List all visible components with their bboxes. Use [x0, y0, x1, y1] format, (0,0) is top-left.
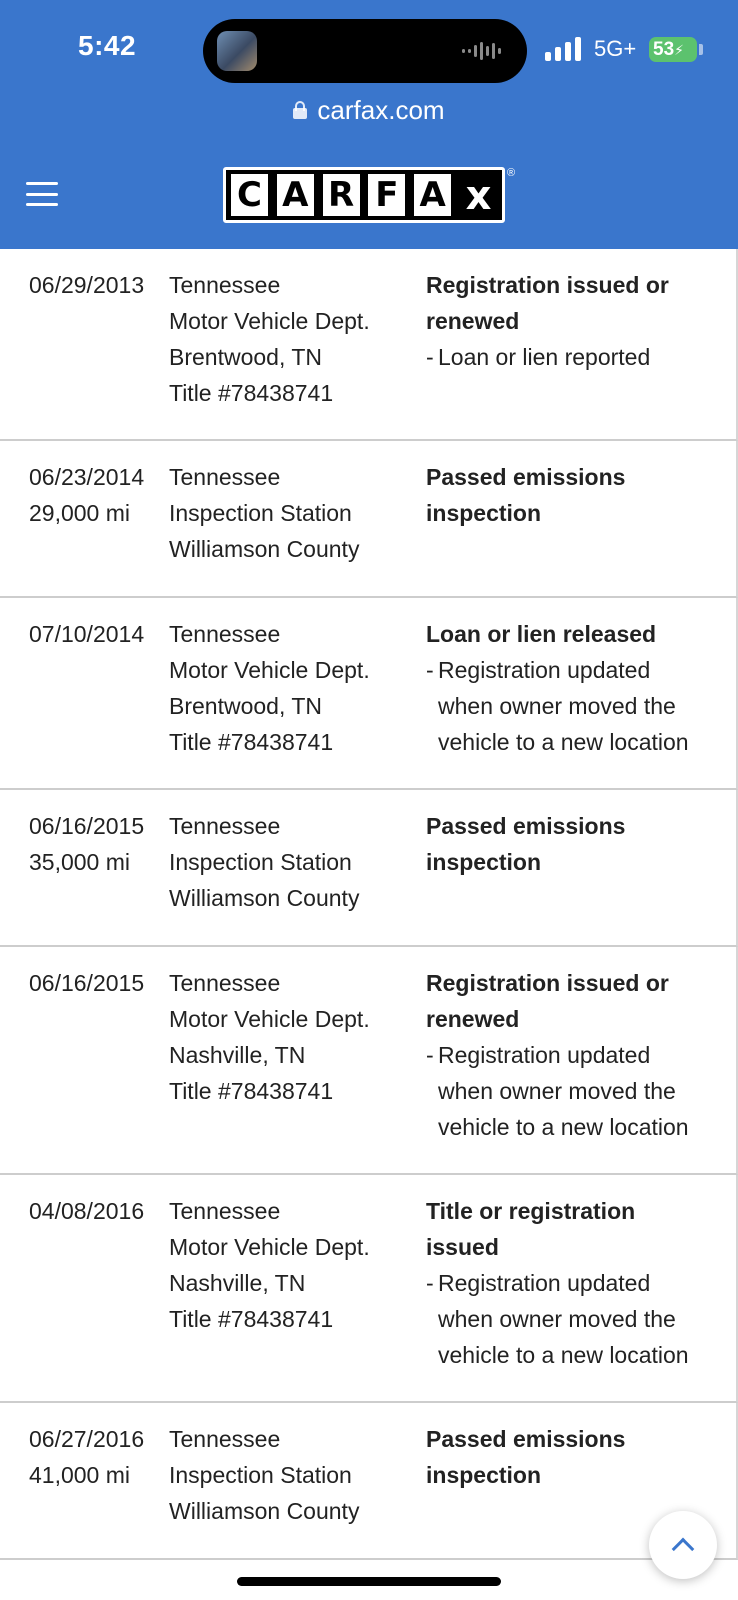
- history-record-row: [0, 947, 738, 1175]
- record-comments-column: [426, 1193, 716, 1373]
- note-dash: -: [426, 1042, 434, 1068]
- record-note-line: vehicle to a new location: [438, 729, 689, 755]
- record-mileage: 41,000 mi: [29, 1462, 131, 1488]
- record-date: 06/16/2015: [29, 970, 145, 996]
- record-date-column: [29, 616, 169, 652]
- record-source-line: Tennessee: [169, 813, 281, 839]
- history-record-row: [0, 1403, 738, 1560]
- history-record-row: [0, 598, 738, 790]
- record-note-line: Registration updated: [438, 1270, 651, 1296]
- record-note-line: Loan or lien reported: [438, 344, 651, 370]
- record-date-column: [29, 1421, 169, 1493]
- record-source-line: Motor Vehicle Dept.: [169, 1006, 370, 1032]
- record-event-title: Loan or lien released: [426, 621, 657, 647]
- app-header: [0, 0, 738, 249]
- logo-letter: R: [323, 174, 360, 216]
- history-records-list: [0, 249, 738, 1560]
- history-record-row: [0, 1175, 738, 1403]
- record-note: [426, 1265, 716, 1373]
- history-record-row: [0, 249, 738, 441]
- record-note: [426, 1037, 716, 1145]
- record-source-line: Motor Vehicle Dept.: [169, 657, 370, 683]
- cellular-signal-icon: [545, 37, 581, 61]
- history-record-row: [0, 441, 738, 598]
- record-date-column: [29, 808, 169, 880]
- record-source-column: [169, 616, 419, 760]
- record-mileage: 35,000 mi: [29, 849, 131, 875]
- logo-letter: C: [231, 174, 268, 216]
- record-source-line: Inspection Station: [169, 1462, 352, 1488]
- chevron-up-icon: [672, 1538, 695, 1561]
- record-source-column: [169, 808, 419, 916]
- record-event-title: Registration issued or: [426, 970, 669, 996]
- scroll-to-top-button[interactable]: [649, 1511, 717, 1579]
- now-playing-app-icon[interactable]: [217, 31, 257, 71]
- record-source-line: Title #78438741: [169, 1078, 334, 1104]
- record-note: [426, 339, 716, 375]
- record-mileage: 29,000 mi: [29, 500, 131, 526]
- note-dash: -: [426, 1270, 434, 1296]
- note-dash: -: [426, 344, 434, 370]
- record-source-line: Tennessee: [169, 1198, 281, 1224]
- network-type: 5G+: [594, 36, 637, 61]
- record-event-title: renewed: [426, 1006, 520, 1032]
- record-comments-column: [426, 808, 716, 880]
- battery-cap: [699, 44, 703, 55]
- carfax-logo[interactable]: [223, 167, 505, 223]
- record-date: 06/29/2013: [29, 272, 145, 298]
- battery-icon: 53⚡: [649, 37, 697, 62]
- record-comments-column: [426, 965, 716, 1145]
- record-event-title: issued: [426, 1234, 499, 1260]
- registered-mark: ®: [507, 167, 516, 179]
- record-date: 06/27/2016: [29, 1426, 145, 1452]
- record-note-line: Registration updated: [438, 1042, 651, 1068]
- record-event-title: inspection: [426, 1462, 542, 1488]
- record-date: 07/10/2014: [29, 621, 145, 647]
- record-date-column: [29, 965, 169, 1001]
- record-comments-column: [426, 1421, 716, 1493]
- logo-letter: F: [368, 174, 405, 216]
- record-date: 06/23/2014: [29, 464, 145, 490]
- record-note-line: Registration updated: [438, 657, 651, 683]
- record-date-column: [29, 1193, 169, 1229]
- logo-letter: x: [460, 174, 497, 216]
- record-date: 04/08/2016: [29, 1198, 145, 1224]
- record-source-line: Title #78438741: [169, 380, 334, 406]
- audio-waveform-icon: [462, 41, 501, 61]
- url-text[interactable]: carfax.com: [317, 94, 445, 125]
- record-source-column: [169, 1421, 419, 1529]
- record-source-line: Inspection Station: [169, 849, 352, 875]
- record-note-line: vehicle to a new location: [438, 1114, 689, 1140]
- history-record-row: [0, 790, 738, 947]
- record-note: [426, 652, 716, 760]
- record-source-line: Tennessee: [169, 272, 281, 298]
- record-source-line: Inspection Station: [169, 500, 352, 526]
- hamburger-menu-icon[interactable]: [26, 182, 58, 206]
- record-event-title: inspection: [426, 500, 542, 526]
- record-date-column: [29, 267, 169, 303]
- record-date: 06/16/2015: [29, 813, 145, 839]
- record-event-title: Passed emissions: [426, 1426, 626, 1452]
- record-source-column: [169, 1193, 419, 1337]
- record-source-line: Title #78438741: [169, 729, 334, 755]
- record-note-line: when owner moved the: [438, 693, 676, 719]
- logo-letter: A: [414, 174, 451, 216]
- record-note-line: vehicle to a new location: [438, 1342, 689, 1368]
- record-source-line: Nashville, TN: [169, 1042, 306, 1068]
- record-source-line: Motor Vehicle Dept.: [169, 308, 370, 334]
- record-comments-column: [426, 616, 716, 760]
- record-source-line: Nashville, TN: [169, 1270, 306, 1296]
- record-event-title: inspection: [426, 849, 542, 875]
- battery-level: 53: [653, 39, 675, 60]
- record-source-line: Williamson County: [169, 885, 360, 911]
- record-event-title: Passed emissions: [426, 464, 626, 490]
- record-source-line: Brentwood, TN: [169, 344, 322, 370]
- record-note-line: when owner moved the: [438, 1306, 676, 1332]
- record-source-column: [169, 965, 419, 1109]
- record-source-line: Tennessee: [169, 970, 281, 996]
- record-comments-column: [426, 267, 716, 375]
- record-event-title: renewed: [426, 308, 520, 334]
- record-source-column: [169, 459, 419, 567]
- record-comments-column: [426, 459, 716, 531]
- record-source-column: [169, 267, 419, 411]
- record-source-line: Motor Vehicle Dept.: [169, 1234, 370, 1260]
- record-source-line: Williamson County: [169, 1498, 360, 1524]
- note-dash: -: [426, 657, 434, 683]
- record-note-line: when owner moved the: [438, 1078, 676, 1104]
- record-source-line: Tennessee: [169, 1426, 281, 1452]
- dynamic-island[interactable]: [203, 19, 527, 83]
- record-source-line: Tennessee: [169, 464, 281, 490]
- record-source-line: Tennessee: [169, 621, 281, 647]
- lock-icon: [293, 101, 307, 119]
- record-date-column: [29, 459, 169, 531]
- record-event-title: Registration issued or: [426, 272, 669, 298]
- record-event-title: Passed emissions: [426, 813, 626, 839]
- record-event-title: Title or registration: [426, 1198, 636, 1224]
- record-source-line: Williamson County: [169, 536, 360, 562]
- logo-letter: A: [277, 174, 314, 216]
- record-source-line: Brentwood, TN: [169, 693, 322, 719]
- record-source-line: Title #78438741: [169, 1306, 334, 1332]
- url-bar[interactable]: [0, 92, 738, 128]
- home-indicator[interactable]: [237, 1577, 501, 1586]
- status-time: 5:42: [78, 30, 137, 61]
